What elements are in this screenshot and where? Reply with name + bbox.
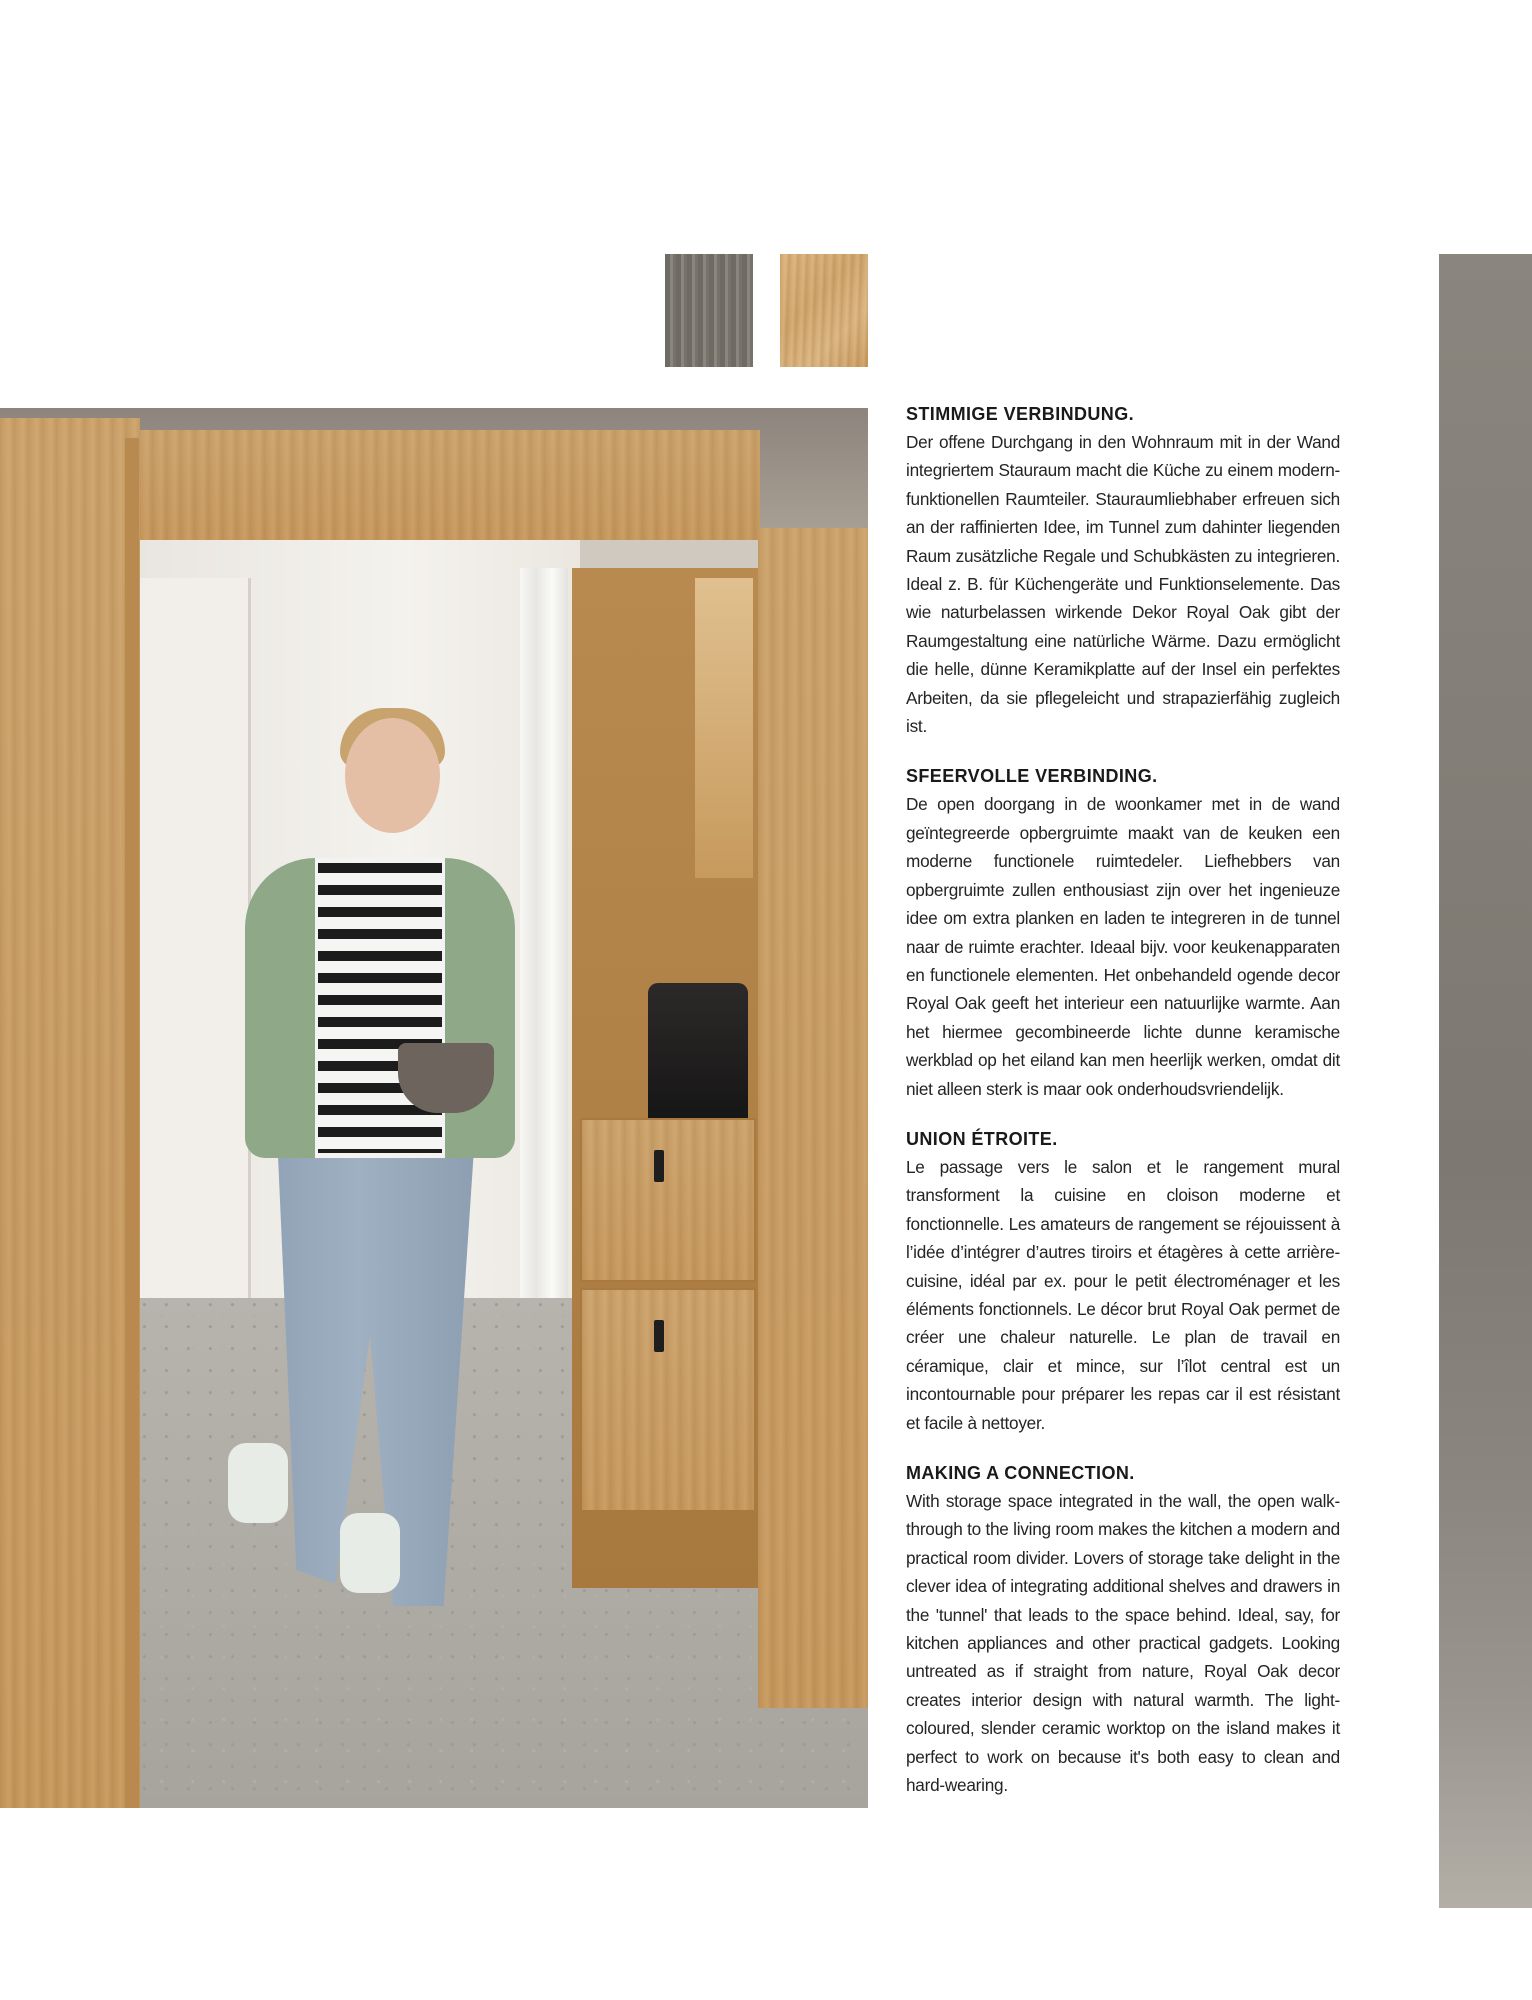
section-german (906, 404, 1340, 740)
photo-drawer-lower (580, 1288, 756, 1512)
photo-curtain (520, 568, 568, 1328)
section-dutch (906, 766, 1340, 1102)
grey-fluted-swatch (665, 254, 753, 367)
section-heading: STIMMIGE VERBINDUNG. (906, 404, 1135, 424)
section-heading: SFEERVOLLE VERBINDING. (906, 766, 1158, 787)
photo-person-face (345, 718, 440, 833)
section-english (906, 1463, 1340, 1799)
photo-door (140, 578, 251, 1308)
photo-person-shoe (340, 1513, 400, 1593)
section-french (906, 1129, 1340, 1437)
photo-drawer-handle (654, 1320, 664, 1352)
photo-wood-frame-right (758, 528, 868, 1708)
section-heading: UNION ÉTROITE. (906, 1128, 1058, 1149)
section-body: De open doorgang in de woonkamer met in de wand geïntegreerde opbergruimte maakt van de keuken een moderne functionele ruimtedeler. Liefhebbers van opbergruimte zullen enthousiast zijn over het ingenieuze idee om extra planken en laden te integreren in de tunnel naar de ruimte erachter. Ideaal bijv. voor keukenapparaten en functionele elementen. Het onbehandeld ogende decor Royal Oak geeft het interieur een natuurlijke warmte. Aan het hiermee gecombineerde lichte dunne keramische werkblad op het eiland kan men heerlijk werken, omdat dit niet alleen sterk is maar ook onderhoudsvriendelijk. (906, 794, 1340, 1099)
photo-person-shoe (228, 1443, 288, 1523)
section-body: Der offene Durchgang in den Wohnraum mit in der Wand integriertem Stauraum macht die Küche zu einem modern-funktionellen Raumteiler. Stauraumliebhaber erfreuen sich an der raffinierten Idee, im Tunnel zum dahinter liegenden Raum zusätzliche Regale und Schubkästen zu integrieren. Ideal z. B. für Küchengeräte und Funktionselemente. Das wie naturbelassen wirkende Dekor Royal Oak gibt der Raumgestaltung eine natürliche Wärme. Dazu ermöglicht die helle, dünne Keramikplatte auf der Insel ein perfektes Arbeiten, da sie pflegeleicht und strapazierfähig zugleich ist. (906, 432, 1340, 737)
photo-drawer-handle (654, 1150, 664, 1182)
photo-wood-frame-top (110, 430, 760, 540)
photo-espresso-machine (648, 983, 748, 1123)
royal-oak-swatch (780, 254, 868, 367)
section-body: With storage space integrated in the wall, the open walk-through to the living room makes the kitchen a modern and practical room divider. Lovers of storage take delight in the clever idea of integrating additional shelves and drawers in the 'tunnel' that leads to the space behind. Ideal, say, for kitchen appliances and other practical gadgets. Looking untreated as if straight from nature, Royal Oak decor creates interior design with natural warmth. The light-coloured, slender ceramic worktop on the island makes it perfect to work on because it's both easy to clean and hard-wearing. (906, 1491, 1340, 1796)
adjacent-page-photo-strip (1439, 254, 1532, 1908)
text-column (906, 404, 1340, 1825)
photo-wood-frame-left (0, 418, 140, 1808)
photo-lit-shelf (695, 578, 753, 878)
photo-bowls (398, 1043, 494, 1113)
photo-drawer-upper (580, 1118, 756, 1282)
section-body: Le passage vers le salon et le rangement mural transforment la cuisine en cloison moderne et fonctionnelle. Les amateurs de rangement se réjouissent à l’idée d’intégrer d’autres tiroirs et étagères à cette arrière-cuisine, idéal par ex. pour le petit électroménager et les éléments fonctionnels. Le décor brut Royal Oak permet de créer une chaleur naturelle. Le plan de travail en céramique, clair et mince, sur l’îlot central est un incontournable pour préparer les repas car il est résistant et facile à nettoyer. (906, 1156, 1340, 1433)
photo-wood-frame-edge (125, 438, 139, 1808)
section-heading: MAKING A CONNECTION. (906, 1463, 1135, 1483)
kitchen-walkthrough-photo (0, 408, 868, 1808)
